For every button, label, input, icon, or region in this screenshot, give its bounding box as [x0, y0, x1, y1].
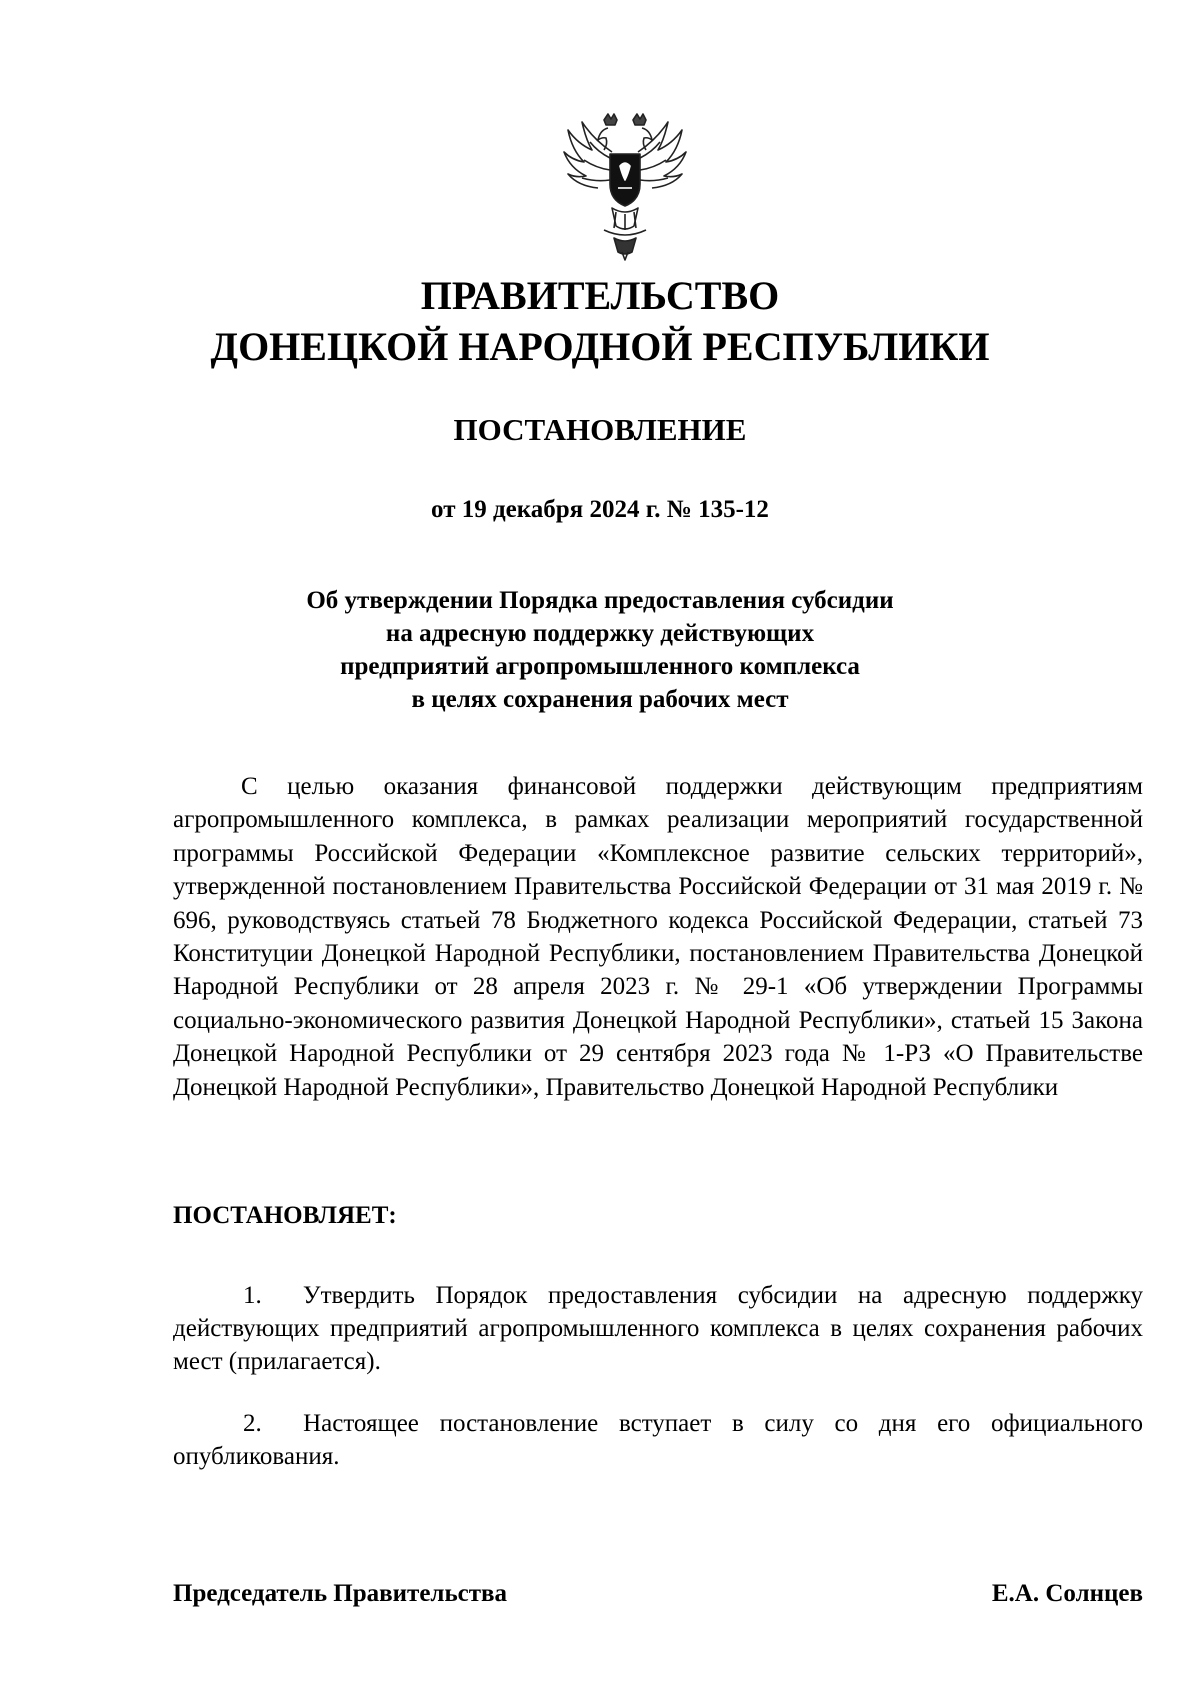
- coat-of-arms-eagle-icon: [560, 112, 690, 262]
- decides-heading: ПОСТАНОВЛЯЕТ:: [173, 1202, 397, 1229]
- organization-name-line2: ДОНЕЦКОЙ НАРОДНОЙ РЕСПУБЛИКИ: [210, 324, 990, 369]
- document-title-line: в целях сохранения рабочих мест: [411, 686, 789, 713]
- resolution-item: [173, 1279, 1143, 1378]
- item-number: 2.: [243, 1410, 262, 1437]
- document-title: [0, 584, 1200, 716]
- organization-name-line1: ПРАВИТЕЛЬСТВО: [420, 273, 780, 318]
- document-title-line: на адресную поддержку действующих: [385, 620, 815, 647]
- resolution-item: [173, 1407, 1143, 1473]
- document-title-line: предприятий агропромышленного комплекса: [340, 653, 860, 680]
- item-number: 1.: [243, 1282, 262, 1309]
- document-title-line: Об утверждении Порядка предоставления субсидии: [306, 587, 894, 614]
- document-date-number: от 19 декабря 2024 г. № 135-12: [431, 496, 769, 523]
- document-type: ПОСТАНОВЛЕНИЕ: [453, 412, 747, 447]
- item-text: Настоящее постановление вступает в силу со дня его официального опубликования.: [173, 1410, 1144, 1470]
- preamble-paragraph: С целью оказания финансовой поддержки действующим предприятиям агропромышленного комплекса, в рамках реализации мероприятий государственной программы Российской Федерации «Комплексное развитие сельских территорий», утвержденной постановлением Правительства Российской Федерации от 31 мая 2019 г. № 696, руководствуясь статьей 78 Бюджетного кодекса Российской Федерации, статьей 73 Конституции Донецкой Народной Республики, постановлением Правительства Донецкой Народной Республики от 28 апреля 2023 г. № 29-1 «Об утверждении Программы социально-экономического развития Донецкой Народной Республики», статьей 15 Закона Донецкой Народной Республики от 29 сентября 2023 года № 1-РЗ «О Правительстве Донецкой Народной Республики», Правительство Донецкой Народной Республики: [173, 773, 1143, 1101]
- item-text: Утвердить Порядок предоставления субсидии на адресную поддержку действующих предприятий агропромышленного комплекса в целях сохранения рабочих мест (прилагается).: [173, 1282, 1144, 1375]
- signatory-role: Председатель Правительства: [173, 1580, 508, 1607]
- signatory-name: Е.А. Солнцев: [991, 1580, 1143, 1607]
